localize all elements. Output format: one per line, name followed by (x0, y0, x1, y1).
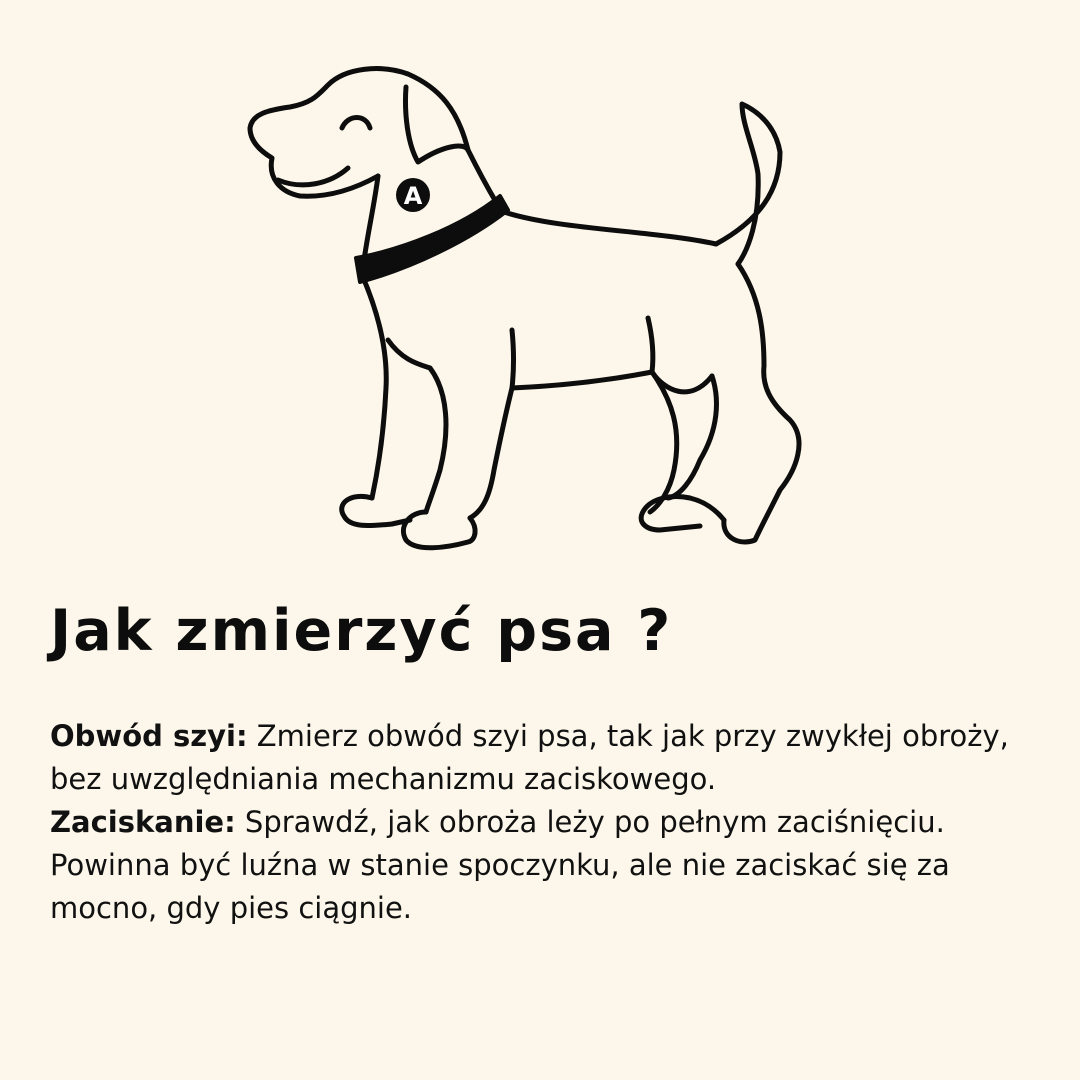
dog-front-leg-far (426, 368, 446, 512)
instruction-term: Zaciskanie: (50, 805, 236, 839)
dog-back (504, 212, 716, 244)
dog-chest (470, 388, 512, 518)
page-title: Jak zmierzyć psa ? (50, 598, 673, 664)
measurement-instructions (50, 715, 1040, 930)
dog-front-leg (362, 275, 386, 498)
dog-body-crease (512, 330, 514, 388)
dog-eye (342, 118, 370, 129)
dog-neck-back (468, 150, 496, 202)
dog-front-paw (342, 496, 410, 525)
dog-front-paw-far (403, 512, 475, 548)
dog-rear-leg (724, 264, 799, 542)
dog-rear-paw (641, 497, 724, 531)
instruction-tightening (50, 801, 1040, 930)
dog-tail (716, 104, 780, 264)
dog-hip-crease (648, 318, 653, 372)
instruction-text: Sprawdź, jak obroża leży po pełnym zaciśnięciu. Powinna być luźna w stanie spoczynku, ale nie zaciskać się za mocno, gdy pies ciągnie. (50, 805, 950, 925)
dog-leg-shadow (388, 340, 430, 368)
dog-far-rear-leg (650, 372, 677, 512)
instruction-text: Zmierz obwód szyi psa, tak jak przy zwykłej obroży, bez uwzględniania mechanizmu zaciskowego. (50, 719, 1009, 796)
instruction-term: Obwód szyi: (50, 719, 248, 753)
measurement-marker-label: A (403, 182, 423, 210)
dog-mouth (278, 168, 348, 185)
dog-belly (512, 372, 712, 392)
instruction-neck (50, 715, 1040, 801)
dog-collar (356, 196, 508, 282)
dog-head-outline (250, 69, 468, 197)
